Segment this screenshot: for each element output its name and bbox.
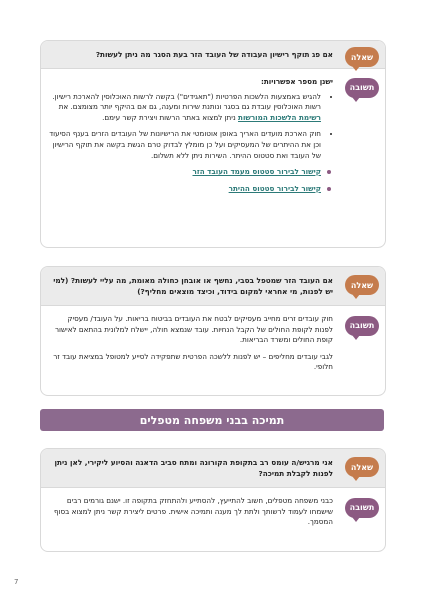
answer-bubble: תשובה: [345, 498, 379, 518]
bullet-text: חוק הארכת מועדים האריך באופן אוטומטי את הרישיונות של העובדים הזרים בענף הסיעוד וכן את ההיתרים של המעסיקים ועל כן מומלץ לבדוק טרם הגשת בקשה את תוקף הרישיון של העובד ואת סטטוס ההיתר. השירות ניתן ללא תשלום.: [49, 129, 321, 160]
question-row: [41, 41, 385, 69]
question-row: [41, 449, 385, 488]
question-text: אם פג תוקף רישיון העבודה של העובד הזר בעת הסגר מה ניתן לעשות?: [95, 50, 333, 59]
answer-title: ישנן מספר אפשרויות:: [260, 77, 333, 86]
answer-list: [49, 92, 333, 195]
bullet-text: להגיש באמצעות הלשכות הפרטיות ("תאגידים") בקשה לרשות האוכלוסין להארכת רישיון. רשות האוכלוסין עובדת גם בסגר ונותנת שירות ומענה, גם אם בהיקף יותר מצומצם. את: [52, 91, 321, 112]
answer-bullet: [49, 129, 321, 161]
faq-card-3: [40, 448, 386, 552]
answer-body: [41, 306, 385, 387]
answer-bubble: תשובה: [345, 316, 379, 336]
section-title: תמיכה בבני משפחה מטפלים: [40, 409, 384, 431]
page-number: 7: [14, 578, 19, 586]
authorized-offices-link[interactable]: רשימת הלשכות המורשות: [238, 112, 321, 122]
answer-paragraph: כבני משפחה מטפלים, חשוב להתייעץ, להסתייע ולהתחזק בתקופה זו. ישנם גורמים רבים שישמחו לעמוד לרשותך ולתת לך מענה ותמיכה אישית. פרטים ליצירת קשר ניתן למצוא בסוף המסמך.: [53, 496, 333, 527]
permit-status-link[interactable]: קישור לבירור סטטוס ההיתר: [228, 183, 321, 193]
question-text: אם העובד הזר שמטפל בסבי, נחשף או אובחן כחולה מאומת, מה עליי לעשות? (למי יש לפנות, מי אחראי למקום בידוד, וכיצד מוצאים מחליף?): [53, 276, 333, 296]
question-bubble: שאלה: [345, 275, 379, 295]
answer-bubble: תשובה: [345, 78, 379, 98]
question-text: אני מרגיש/ה עומס רב בתקופת הקורונה ומתח סביב הדאגה והסיוע ליקירי, לאן ניתן לפנות לקבלת תמיכה?: [54, 458, 333, 478]
bullet-text-tail: ניתן למצוא באתר הרשות ויצירת קשר עימם.: [102, 112, 239, 122]
question-bubble: שאלה: [345, 47, 379, 67]
answer-paragraph: לגבי עובדים מחליפים – יש לפנות ללשכה הפרטית שתפקידה לסייע למטופל במציאת עובד זר חלופי.: [53, 351, 333, 372]
answer-bullet: [49, 92, 321, 124]
faq-card-1: [40, 40, 386, 248]
answer-paragraph: חוק עובדים זרים מחייב מעסיקים לבטח את העובדים בביטוח בריאות. על העובד/ מעסיק לפנות לקופת החולים של הקבל הנחיות. עובד שנמצא חולה, יישלח למלונית בהתאם לאישור קופת החולים ומשרד הבריאות.: [54, 314, 333, 345]
faq-card-2: [40, 266, 386, 396]
link-item: [49, 167, 321, 178]
answer-body: [41, 69, 385, 208]
question-bubble: שאלה: [345, 457, 379, 477]
worker-status-link[interactable]: קישור לבירור סטטוס מעמד העובד הזר: [192, 167, 321, 177]
link-item: [49, 184, 321, 195]
question-row: [41, 267, 385, 306]
answer-body: [41, 488, 385, 542]
